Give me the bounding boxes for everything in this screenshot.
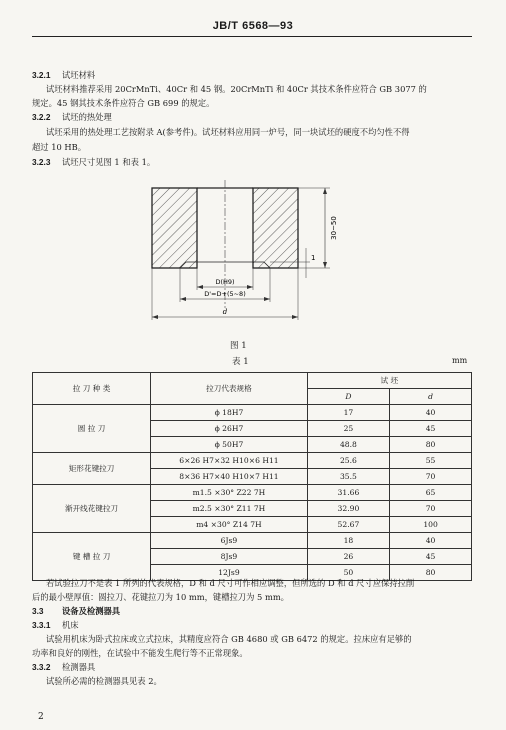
cell-d: 70 xyxy=(390,469,472,485)
cell-d: 45 xyxy=(390,549,472,565)
paragraph-line: 试验所必需的检测器具见表 2。 xyxy=(46,676,162,686)
section-number: 3.3.1 xyxy=(32,620,51,630)
table-row xyxy=(33,405,472,421)
table-row xyxy=(33,485,472,501)
outer-diameter-label: d xyxy=(222,308,228,316)
section-3-2-1-heading xyxy=(32,70,95,81)
section-title: 检测器具 xyxy=(62,662,96,672)
table-1 xyxy=(32,372,472,581)
cell-spec: m4 ×30° Z14 7H xyxy=(151,517,308,533)
height-dimension-label: 30~50 xyxy=(330,216,338,240)
section-title: 试坯的热处理 xyxy=(62,112,112,122)
header-spec: 拉刀代表规格 xyxy=(151,373,308,405)
paragraph-line: 若试验拉刀不是表 1 所列的代表规格，D 和 d 尺寸可作相应调整，但所选的 D 和 d 尺寸应保持拉削 xyxy=(46,578,415,588)
cell-spec: 12Js9 xyxy=(151,565,308,581)
header-d: d xyxy=(390,389,472,405)
cell-d: 45 xyxy=(390,421,472,437)
cell-d: 80 xyxy=(390,565,472,581)
chamfer-diameter-label: D'=D+(5~8) xyxy=(204,290,246,298)
section-number: 3.3.2 xyxy=(32,662,51,672)
paragraph-line: 功率和良好的刚性，在试验中不能发生爬行等不正常现象。 xyxy=(32,648,248,658)
cell-d: 32.90 xyxy=(307,501,389,517)
table-row xyxy=(33,533,472,549)
paragraph-line: 试坯材料推荐采用 20CrMnTi、40Cr 和 45 钢。20CrMnTi 和 40Cr 其技术条件应符合 GB 3077 的 xyxy=(46,84,427,94)
figure-1-drawing xyxy=(140,178,370,328)
cell-d: 55 xyxy=(390,453,472,469)
header-blank: 试 坯 xyxy=(307,373,471,389)
section-title: 试坯尺寸见图 1 和表 1。 xyxy=(62,157,156,167)
broach-type-cell: 渐开线花键拉刀 xyxy=(33,485,151,533)
cell-d: 25.6 xyxy=(307,453,389,469)
cell-d: 26 xyxy=(307,549,389,565)
section-number: 3.3 xyxy=(32,606,44,616)
cell-d: 18 xyxy=(307,533,389,549)
right-wall-section xyxy=(253,188,298,268)
broach-type-cell: 键 槽 拉 刀 xyxy=(33,533,151,581)
table-caption: 表 1 xyxy=(232,357,249,367)
cell-d: 70 xyxy=(390,501,472,517)
cell-d: 40 xyxy=(390,533,472,549)
paragraph-line: 后的最小壁厚值：圆拉刀、花键拉刀为 10 mm，键槽拉刀为 5 mm。 xyxy=(32,592,289,602)
cell-d: 31.66 xyxy=(307,485,389,501)
paragraph-line: 试验用机床为卧式拉床或立式拉床，其精度应符合 GB 4680 或 GB 6472 的规定。拉床应有足够的 xyxy=(46,634,412,644)
section-3-2-2-heading xyxy=(32,112,112,123)
header-rule xyxy=(32,36,472,37)
left-wall-section xyxy=(152,188,197,268)
cell-d: 80 xyxy=(390,437,472,453)
section-number: 3.2.1 xyxy=(32,70,51,80)
section-3-3-1-heading xyxy=(32,620,79,631)
cell-spec: ϕ 18H7 xyxy=(151,405,308,421)
section-3-2-3-heading xyxy=(32,157,155,168)
cell-d: 50 xyxy=(307,565,389,581)
cell-spec: 8Js9 xyxy=(151,549,308,565)
broach-type-cell: 矩形花键拉刀 xyxy=(33,453,151,485)
section-3-3-heading xyxy=(32,606,120,617)
section-title: 设备及检测器具 xyxy=(62,606,121,616)
cell-spec: m1.5 ×30° Z22 7H xyxy=(151,485,308,501)
table-unit: mm xyxy=(452,356,468,365)
cell-d: 65 xyxy=(390,485,472,501)
standard-header: JB/T 6568—93 xyxy=(212,20,294,32)
cell-d: 48.8 xyxy=(307,437,389,453)
cell-d: 25 xyxy=(307,421,389,437)
broach-type-cell: 圆 拉 刀 xyxy=(33,405,151,453)
cell-spec: ϕ 26H7 xyxy=(151,421,308,437)
cell-spec: 8×36 H7×40 H10×7 H11 xyxy=(151,469,308,485)
section-number: 3.2.2 xyxy=(32,112,51,122)
cell-d: 35.5 xyxy=(307,469,389,485)
section-3-3-2-heading xyxy=(32,662,95,673)
paragraph-line: 规定。45 钢其技术条件应符合 GB 699 的规定。 xyxy=(32,98,215,108)
cell-d: 17 xyxy=(307,405,389,421)
cell-spec: m2.5 ×30° Z11 7H xyxy=(151,501,308,517)
section-title: 机床 xyxy=(62,620,79,630)
cell-spec: ϕ 50H7 xyxy=(151,437,308,453)
table-row xyxy=(33,453,472,469)
header-D: D xyxy=(307,389,389,405)
figure-caption: 图 1 xyxy=(230,341,247,351)
section-number: 3.2.3 xyxy=(32,157,51,167)
cell-spec: 6Js9 xyxy=(151,533,308,549)
cell-spec: 6×26 H7×32 H10×6 H11 xyxy=(151,453,308,469)
paragraph-line: 超过 10 HB。 xyxy=(32,142,87,152)
paragraph-line: 试坯采用的热处理工艺按附录 A(参考件)。试坯材料应用同一炉号，同一块试坯的硬度不均匀性不得 xyxy=(46,127,410,137)
bore-diameter-label: D(H9) xyxy=(215,278,235,286)
header-type: 拉 刀 种 类 xyxy=(33,373,151,405)
section-title: 试坯材料 xyxy=(62,70,96,80)
cell-d: 40 xyxy=(390,405,472,421)
chamfer-dimension-label: 1 xyxy=(311,254,316,262)
cell-d: 100 xyxy=(390,517,472,533)
cell-d: 52.67 xyxy=(307,517,389,533)
page-number: 2 xyxy=(38,712,44,722)
